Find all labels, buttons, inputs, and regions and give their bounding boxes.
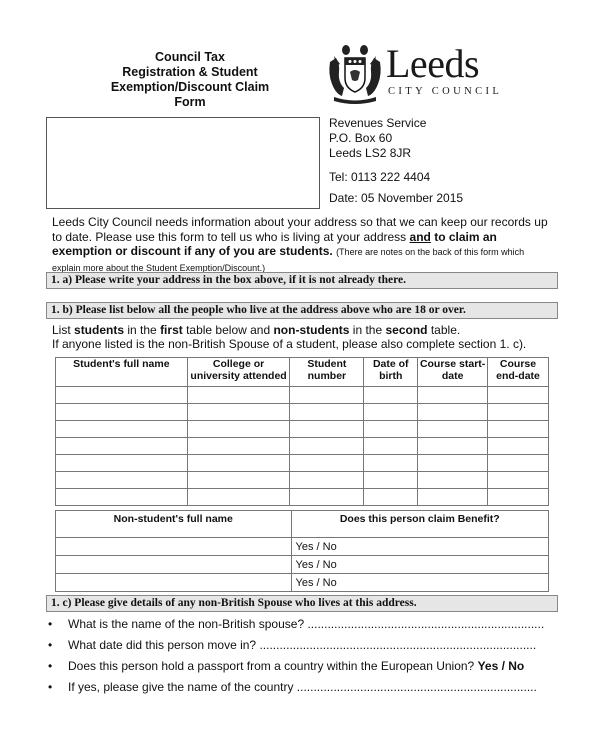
- coat-of-arms-icon: [326, 44, 384, 104]
- table-cell[interactable]: [364, 489, 418, 506]
- table-cell[interactable]: [418, 438, 488, 455]
- benefit-yes-no[interactable]: Yes / No: [291, 556, 548, 574]
- non-student-table-header: [56, 511, 549, 538]
- table-cell[interactable]: [364, 472, 418, 489]
- table-row: [56, 404, 549, 421]
- table-row: [56, 556, 549, 574]
- logo-subtitle: CITY COUNCIL: [388, 86, 503, 97]
- table-row: [56, 472, 549, 489]
- table-cell[interactable]: [488, 472, 549, 489]
- table-cell[interactable]: [418, 472, 488, 489]
- table-cell[interactable]: [290, 404, 364, 421]
- table-cell[interactable]: [290, 438, 364, 455]
- table-cell[interactable]: [418, 421, 488, 438]
- bullet-icon: •: [48, 680, 53, 694]
- table-cell[interactable]: [488, 438, 549, 455]
- table-cell[interactable]: [56, 574, 292, 592]
- table-cell[interactable]: [56, 421, 188, 438]
- column-header: Non-student's full name: [56, 511, 292, 538]
- table-cell[interactable]: [418, 455, 488, 472]
- table-cell[interactable]: [187, 404, 290, 421]
- table-cell[interactable]: [290, 489, 364, 506]
- form-date: Date: 05 November 2015: [329, 191, 464, 205]
- table-cell[interactable]: [290, 472, 364, 489]
- table-row: [56, 455, 549, 472]
- intro-note: (There are notes on the back of this form which explain more about the Student Exemption/Discount.): [52, 247, 525, 273]
- move-in-date-field[interactable]: What date did this person move in? ...................................................................................: [68, 638, 537, 652]
- table-cell[interactable]: [418, 489, 488, 506]
- address-box[interactable]: [46, 117, 320, 209]
- office-pobox: P.O. Box 60: [329, 131, 393, 145]
- leeds-city-council-logo: [326, 42, 516, 104]
- council-address: [329, 116, 463, 206]
- column-header: Course start-date: [418, 358, 488, 387]
- table-row: [56, 489, 549, 506]
- table-cell[interactable]: [56, 387, 188, 404]
- spouse-instruction: If anyone listed is the non-British Spouse of a student, please also complete section 1. c).: [52, 337, 527, 351]
- spouse-name-field[interactable]: What is the name of the non-British spouse? .......................................................................: [68, 617, 545, 631]
- table-cell[interactable]: [488, 404, 549, 421]
- table-cell[interactable]: [364, 455, 418, 472]
- table-cell[interactable]: [290, 387, 364, 404]
- table-row: [56, 421, 549, 438]
- table-cell[interactable]: [364, 438, 418, 455]
- table-cell[interactable]: [187, 421, 290, 438]
- table-row: [56, 538, 549, 556]
- student-table-header: [56, 358, 549, 387]
- form-title: Council Tax Registration & Student Exemption/Discount Claim Form: [110, 50, 270, 109]
- benefit-yes-no[interactable]: Yes / No: [291, 574, 548, 592]
- table-cell[interactable]: [56, 472, 188, 489]
- table-cell[interactable]: [364, 387, 418, 404]
- table-cell[interactable]: [56, 538, 292, 556]
- eu-passport-yes-no[interactable]: Yes / No: [477, 659, 525, 673]
- section-1b-heading: 1. b) Please list below all the people who live at the address above who are 18 or over.: [46, 302, 558, 319]
- table-cell[interactable]: [290, 421, 364, 438]
- column-header: Course end-date: [488, 358, 549, 387]
- list-instruction: List students in the first table below and non-students in the second table.: [52, 323, 461, 337]
- table-cell[interactable]: [187, 438, 290, 455]
- intro-paragraph: Leeds City Council needs information about your address so that we can keep our records up to date. Please use this form to tell us who is living at your address and to claim an exemption or discount if any of you are students. (There are notes on the back of this form which explain more about the Student Exemption/Discount.): [52, 215, 548, 273]
- office-telephone: Tel: 0113 222 4404: [329, 170, 431, 184]
- column-header: Student number: [290, 358, 364, 387]
- office-name: Revenues Service: [329, 116, 427, 130]
- table-row: [56, 387, 549, 404]
- non-student-table: [55, 510, 549, 592]
- table-cell[interactable]: [56, 455, 188, 472]
- table-cell[interactable]: [56, 489, 188, 506]
- table-cell[interactable]: [187, 387, 290, 404]
- table-row: [56, 438, 549, 455]
- bullet-icon: •: [48, 659, 53, 673]
- table-cell[interactable]: [364, 421, 418, 438]
- column-header: Student's full name: [56, 358, 188, 387]
- table-row: [56, 574, 549, 592]
- column-header: Date of birth: [364, 358, 418, 387]
- office-postcode: Leeds LS2 8JR: [329, 146, 412, 160]
- table-cell[interactable]: [290, 455, 364, 472]
- table-cell[interactable]: [187, 455, 290, 472]
- table-cell[interactable]: [56, 404, 188, 421]
- table-cell[interactable]: [488, 455, 549, 472]
- column-header: Does this person claim Benefit?: [291, 511, 548, 538]
- table-cell[interactable]: [56, 438, 188, 455]
- bullet-icon: •: [48, 638, 53, 652]
- benefit-yes-no[interactable]: Yes / No: [291, 538, 548, 556]
- table-cell[interactable]: [187, 489, 290, 506]
- table-cell[interactable]: [488, 489, 549, 506]
- eu-passport-question: Does this person hold a passport from a country within the European Union?: [68, 659, 475, 673]
- section-1c-heading: 1. c) Please give details of any non-British Spouse who lives at this address.: [46, 595, 558, 612]
- table-cell[interactable]: [187, 472, 290, 489]
- section-1a-heading: 1. a) Please write your address in the box above, if it is not already there.: [46, 272, 558, 289]
- student-table: [55, 357, 549, 506]
- country-field[interactable]: If yes, please give the name of the country ........................................................................: [68, 680, 537, 694]
- table-cell[interactable]: [364, 404, 418, 421]
- table-cell[interactable]: [418, 387, 488, 404]
- table-cell[interactable]: [56, 556, 292, 574]
- bullet-icon: •: [48, 617, 53, 631]
- table-cell[interactable]: [488, 421, 549, 438]
- table-cell[interactable]: [418, 404, 488, 421]
- column-header: College or university attended: [187, 358, 290, 387]
- table-cell[interactable]: [488, 387, 549, 404]
- logo-wordmark: Leeds: [386, 41, 480, 86]
